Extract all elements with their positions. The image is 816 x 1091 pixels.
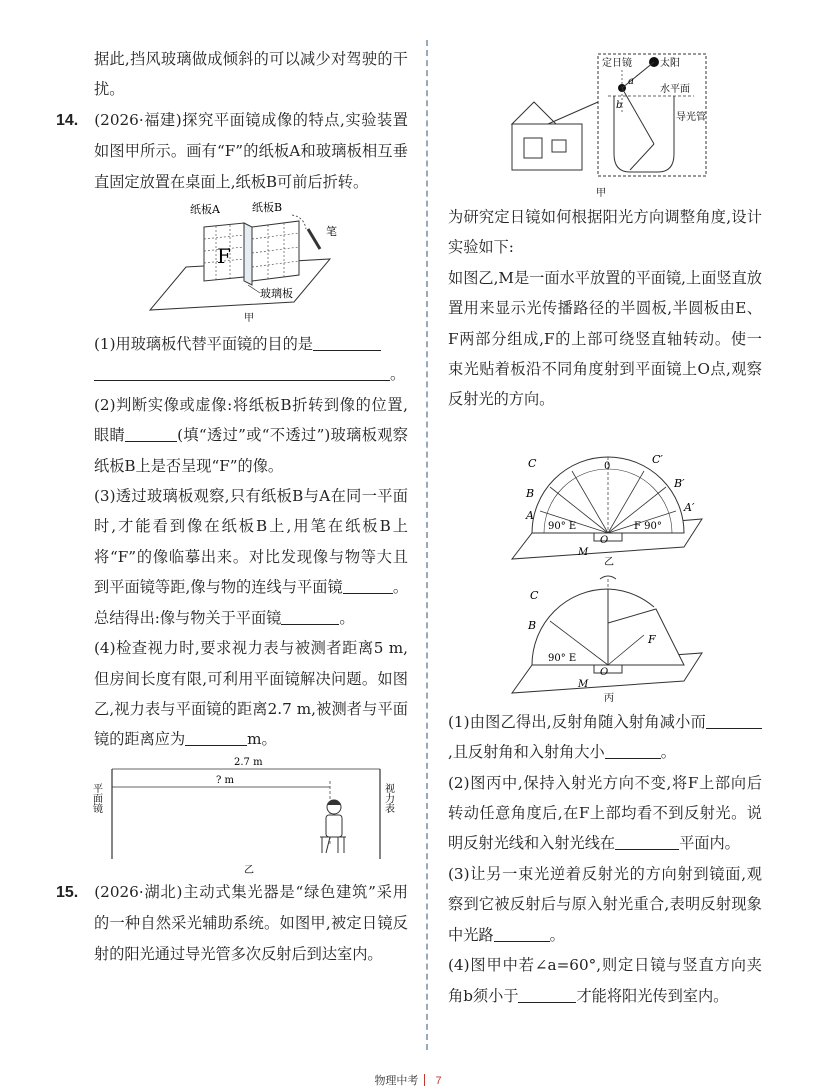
answer-blank[interactable] [125,425,177,442]
label-zero: 0 [604,460,611,472]
q15-figure-yi [448,415,762,568]
label-pipe: 导光管 [676,112,706,123]
label-o: O [600,666,609,678]
label-f90: F 90° [634,520,662,532]
label-board-a: 纸板A [190,203,220,217]
q15-part3: (3)让另一束光逆着反射光的方向射到镜面,观察到它被反射后与原入射光重合,表明反射现象中光路 。 [448,864,762,944]
label-m: M [578,546,589,558]
answer-blank[interactable] [615,833,679,850]
q15-number: 15. [56,883,79,901]
label-sun: 太阳 [660,58,680,69]
intro-text: 据此,挡风玻璃做成倾斜的可以减少对驾驶的干扰。 [94,50,408,99]
label-board-b: 纸板B [252,201,283,215]
answer-blank[interactable] [94,364,390,381]
answer-blank[interactable] [518,986,576,1003]
fig-caption: 乙 [244,864,254,876]
q14-part4: (4)检查视力时,要求视力表与被测者距离5 m,但房间长度有限,可利用平面镜解决问题。如图乙,视力表与平面镜的距离2.7 m,被测者与平面镜的距离应为 m。 [94,639,408,749]
q14-part1: (1)用玻璃板代替平面镜的目的是 [94,329,408,359]
q15-part4: (4)图甲中若∠a=60°,则定日镜与竖直方向夹角b须小于 才能将阳光传到室内。 [448,956,762,1005]
label-a-prime: A′ [684,500,695,514]
q15-stem: 15. (2026·湖北)主动式集光器是“绿色建筑”采用的一种自然采光辅助系统。如图甲,被定日镜反射的阳光通过导光管多次反射后到达室内。 [56,882,408,963]
label-angle-a: a [628,76,634,87]
q15-part1: (1)由图乙得出,反射角随入射角减小而,且反射角和入射角大小 。 [448,707,762,768]
left-column [56,44,409,969]
label-e90: 90° E [548,652,577,664]
q14-figure-jia [94,197,408,325]
q15-figure-jia [448,44,762,202]
label-f: F [648,632,656,646]
design-description: 如图乙,M是一面水平放置的平面镜,上面竖直放置用来显示光传播路径的半圆板,半圆板由E、F两部分组成,F的上部可绕竖直轴转动。使一束光贴着板沿不同角度射到平面镜上O点,观察反射光的方向。 [448,268,762,409]
q15-figure-bing [448,565,762,703]
page-footer [0,1072,816,1088]
answer-blank[interactable] [605,742,661,759]
label-b-prime: B′ [674,476,685,490]
answer-blank[interactable] [494,925,550,942]
label-chart: 视力表 [382,782,394,813]
fig-caption: 乙 [604,556,614,568]
answer-blank[interactable] [706,712,762,729]
label-c: C [530,588,539,602]
answer-blank[interactable] [343,577,393,594]
right-column [448,44,762,1011]
q14-stem: 14. (2026·福建)探究平面镜成像的特点,实验装置如图甲所示。画有“F”的纸板A和玻璃板相互垂直固定放置在桌面上,纸板B可前后折转。 [56,110,408,191]
label-angle-b: b [616,100,623,111]
fig-caption: 丙 [604,692,614,704]
page-number: 7 [435,1075,442,1087]
fig-caption: 甲 [596,188,606,199]
label-heliostat: 定日镜 [602,58,632,69]
book-title: 物理中考 [374,1075,419,1087]
q14-part3: (3)透过玻璃板观察,只有纸板B与A在同一平面时,才能看到像在纸板B上,用笔在纸板B上将“F”的像临摹出来。对比发现像与物等大且到平面镜等距,像与物的连线与平面镜 。总结得出:像与物关于平面镜 。 [94,487,409,627]
label-a: A [526,508,534,522]
q14-part1-line2: 。 [94,359,408,389]
column-divider [426,40,428,1050]
label-c: C [528,456,537,470]
answer-blank[interactable] [185,729,247,746]
label-glass: 玻璃板 [260,287,293,301]
answer-blank[interactable] [313,334,381,351]
label-b: B [526,486,535,500]
q14-part2: (2)判断实像或虚像:将纸板B折转到像的位置,眼睛 (填“透过”或“不透过”)玻璃板观察纸板B上是否呈现“F”的像。 [94,395,408,475]
q15-part2: (2)图丙中,保持入射光方向不变,将F上部向后转动任意角度后,在F上部均看不到反射光。说明反射光线和入射光线在 平面内。 [448,773,762,853]
label-b: B [528,618,537,632]
design-intro: 为研究定日镜如何根据阳光方向调整角度,设计实验如下: [448,208,762,257]
dist-unknown: ? m [216,774,235,786]
label-pen: 笔 [326,225,337,239]
label-mirror: 平面镜 [90,782,102,813]
label-e90: 90° E [548,520,577,532]
q14-number: 14. [56,111,79,129]
dist-total: 2.7 m [234,756,263,768]
q14-figure-yi [90,755,408,877]
label-m: M [578,678,589,690]
fig-caption: 甲 [244,313,254,325]
letter-f: F [217,244,231,269]
label-c-prime: C′ [652,452,663,466]
label-horizontal: 水平面 [660,84,690,95]
label-o: O [600,534,609,546]
answer-blank[interactable] [281,608,339,625]
